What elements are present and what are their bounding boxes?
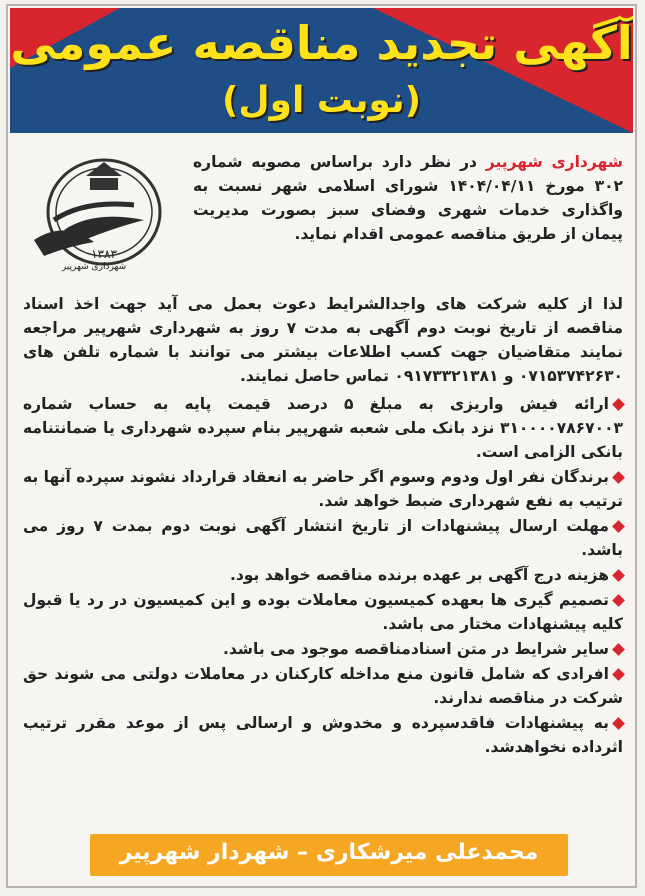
conditions-list bbox=[23, 392, 623, 760]
signature-bar bbox=[90, 834, 568, 876]
bullet-icon bbox=[612, 668, 625, 681]
invitation-paragraph: لذا از کلیه شرکت های واجدالشرایط دعوت بعمل می آید جهت اخذ اسناد مناقصه از تاریخ نوبت دوم آگهی به مدت ۷ روز به شهرداری شهرپیر مراجعه نمایند متقاضیان جهت کسب اطلاعات بیشتر می توانند با شماره تلفن های ۰۷۱۵۳۷۴۲۶۳۰ و ۰۹۱۷۳۳۲۱۳۸۱ تماس حاصل نمایند. bbox=[23, 295, 623, 385]
bullet-icon bbox=[612, 520, 625, 533]
list-item: به پیشنهادات فاقدسپرده و مخدوش و ارسالی پس از موعد مقرر ترتیب اثرداده نخواهدشد. bbox=[23, 714, 623, 756]
page-subtitle: (نوبت اول) bbox=[221, 80, 422, 121]
list-item: تصمیم گیری ها بعهده کمیسیون معاملات بوده و این کمیسیون در رد یا قبول کلیه پیشنهادات مختار می باشد. bbox=[23, 591, 623, 633]
intro-paragraph bbox=[193, 150, 623, 246]
bullet-icon bbox=[612, 594, 625, 607]
list-item: برندگان نفر اول ودوم وسوم اگر حاضر به انعقاد قرارداد نشوند سپرده آنها به ترتیب به نفع شهرداری ضبط خواهد شد. bbox=[23, 468, 623, 510]
page-title: آگهی تجدید مناقصه عمومی bbox=[10, 16, 633, 70]
list-item: افرادی که شامل قانون منع مداخله کارکنان در معاملات دولتی می شوند حق شرکت در مناقصه ندارند. bbox=[23, 665, 623, 707]
list-item: سایر شرایط در متن اسنادمناقصه موجود می باشد. bbox=[23, 637, 623, 661]
bullet-icon bbox=[612, 569, 625, 582]
signature-text: محمدعلی میرشکاری – شهردار شهرپیر bbox=[119, 840, 539, 865]
header-banner bbox=[10, 8, 633, 133]
list-item: هزینه درج آگهی بر عهده برنده مناقصه خواهد بود. bbox=[23, 563, 623, 587]
list-item: مهلت ارسال پیشنهادات از تاریخ انتشار آگهی نوبت دوم بمدت ۷ روز می باشد. bbox=[23, 517, 623, 559]
bullet-icon bbox=[612, 471, 625, 484]
emblem-year: ۱۳۸۳ bbox=[91, 247, 117, 261]
bullet-icon bbox=[612, 643, 625, 656]
emblem-caption: شهرداری شهرپیر bbox=[61, 262, 127, 272]
bullet-icon bbox=[612, 398, 625, 411]
intro-lead: شهرداری شهرپیر bbox=[485, 153, 623, 171]
bullet-icon bbox=[612, 717, 625, 730]
list-item: ارائه فیش واریزی به مبلغ ۵ درصد قیمت پایه به حساب شماره ۳۱۰۰۰۰۷۸۶۷۰۰۳ نزد بانک ملی شعبه شهرپیر بنام سپرده شهرداری یا ضمانتنامه بانکی الزامی است. bbox=[23, 395, 623, 461]
intro-text: در نظر دارد براساس مصوبه شماره ۳۰۲ مورخ ۱۴۰۴/۰۴/۱۱ شورای اسلامی شهر نسبت به واگذاری خدمات شهری وفضای سبز بصورت مدیریت پیمان از طریق مناقصه عمومی اقدام نماید. bbox=[193, 153, 624, 243]
